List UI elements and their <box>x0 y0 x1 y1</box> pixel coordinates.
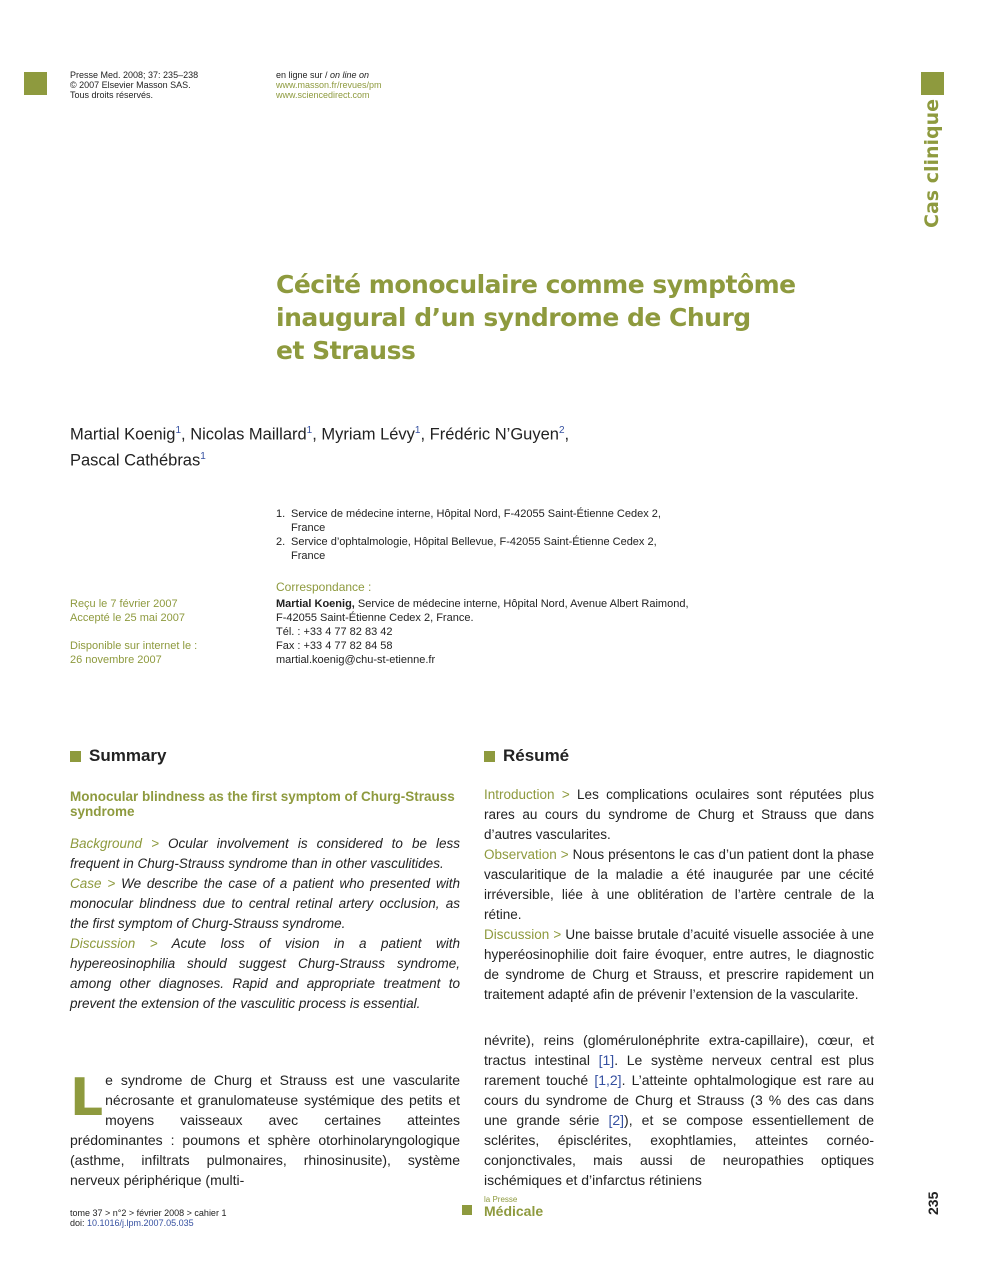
intro-text: Les complications oculaires sont réputées plus rares au cours du syndrome de Churg et Strauss que dans d’autres vascularites. <box>484 787 874 842</box>
logo-square <box>462 1205 472 1215</box>
body-right-text-3: . L’atteinte ophtalmologique est rare au cours du syndrome de Churg et Strauss (3 % des cas dans une grande série <box>484 1072 874 1128</box>
dates <box>70 597 197 667</box>
correspondence-address2: F-42055 Saint-Étienne Cedex 2, France. <box>276 612 474 624</box>
online-label-fr: en ligne sur / <box>276 70 331 80</box>
summary-body <box>70 834 460 1014</box>
reference-link[interactable]: [1,2] <box>594 1072 622 1088</box>
resume-heading <box>484 746 569 766</box>
title-line-1: Cécité monoculaire comme symptôme <box>276 270 796 299</box>
title-line-2: inaugural d’un syndrome de Churg <box>276 303 751 332</box>
observation-label: Observation > <box>484 847 573 862</box>
authors: Martial Koenig$^1$, Nicolas Maillard$^1$, Myriam Lévy$^1$, Frédéric N’Guyen$^2$, Pascal Cathébras$^1$ <box>70 425 570 469</box>
affiliation-1 <box>276 507 696 535</box>
section-tag: Cas clinique <box>921 98 943 228</box>
author-3-aff: 1 <box>414 425 421 436</box>
affiliation-line: Service d’ophtalmologie, Hôpital Bellevue, F-42055 Saint-Étienne Cedex 2, <box>291 536 657 548</box>
discussion-text-en: Acute loss of vision in a patient with hypereosinophilia should suggest Churg-Strauss syndrome, among other diagnoses. Rapid and appropriate treatment to prevent the extension of the vasculitic process is essential. <box>70 936 460 1011</box>
journal-reference <box>70 70 198 100</box>
case-label: Case > <box>70 876 122 891</box>
resume-body <box>484 785 874 1005</box>
affiliation-2 <box>276 535 696 563</box>
issue-info: tome 37 > n°2 > février 2008 > cahier 1 <box>70 1208 227 1218</box>
reference-link[interactable]: [1] <box>598 1052 615 1068</box>
heading-square <box>484 751 495 762</box>
author-5: Pascal Cathébras <box>70 451 201 469</box>
summary-heading-text: Summary <box>89 746 167 765</box>
observation-text: Nous présentons le cas d’un patient dont la phase vascularitique de la maladie a été inaugurée par une cécité irréversible, liée à une oblitération de l’artère centrale de la rétine. <box>484 847 875 922</box>
title-line-3: et Strauss <box>276 336 416 365</box>
online-links <box>276 70 382 100</box>
available-label: Disponible sur internet le : <box>70 640 198 652</box>
discussion-label-en: Discussion > <box>70 936 172 951</box>
correspondence-email[interactable]: martial.koenig@chu-st-etienne.fr <box>276 654 436 666</box>
body-right-column <box>484 1030 874 1190</box>
copyright: © 2007 Elsevier Masson SAS. <box>70 80 191 90</box>
author-3: Myriam Lévy <box>321 425 415 444</box>
heading-square <box>70 751 81 762</box>
body-left-text: e syndrome de Churg et Strauss est une vascularite nécrosante et granulomateuse systémique des petits et moyens vaisseaux avec certaines atteintes prédominantes : poumons et sphère otorhinolaryngologique (asthme, infiltrats pulmonaires, rhinosinusite), système nerveux périphérique (multi- <box>70 1072 460 1188</box>
doi-label: doi: <box>70 1218 88 1228</box>
correspondence-address1: Service de médecine interne, Hôpital Nord, Avenue Albert Raimond, <box>354 598 689 610</box>
accepted-date: Accepté le 25 mai 2007 <box>70 612 185 624</box>
url-masson[interactable]: www.masson.fr/revues/pm <box>276 80 382 90</box>
affiliations <box>276 507 696 563</box>
journal-logo <box>462 1196 543 1219</box>
reference-link[interactable]: [2] <box>608 1112 625 1128</box>
body-right-text-2: . Le système nerveux central est plus rarement touché <box>484 1052 874 1088</box>
affiliation-line: France <box>291 550 326 562</box>
logo-main: Médicale <box>484 1203 544 1219</box>
affiliation-line: Service de médecine interne, Hôpital Nord, F-42055 Saint-Étienne Cedex 2, <box>291 508 661 520</box>
doi-link[interactable]: 10.1016/j.lpm.2007.05.035 <box>87 1218 194 1228</box>
correspondence-fax: Fax : +33 4 77 82 84 58 <box>276 640 393 652</box>
author-2: Nicolas Maillard <box>190 425 307 444</box>
corner-square-left <box>24 72 47 95</box>
rights: Tous droits réservés. <box>70 90 154 100</box>
affiliation-num: 2. <box>276 536 286 548</box>
logo-top: la Presse <box>484 1195 518 1204</box>
correspondence-name: Martial Koenig, <box>276 598 355 610</box>
correspondence-heading: Correspondance : <box>276 580 372 594</box>
summary-subtitle: Monocular blindness as the first symptom of Churg-Strauss syndrome <box>70 789 455 819</box>
affiliation-num: 1. <box>276 508 286 520</box>
affiliation-line: France <box>291 522 326 534</box>
correspondence <box>276 580 716 667</box>
author-5-aff: 1 <box>200 450 206 462</box>
body-right-text-4: ), et se compose essentiellement de sclérites, épisclérites, exophtlamies, atteintes cornéo-conjonctivales, mais aussi de neuropathies optiques ischémiques et d’infarctus rétiniens <box>484 1112 874 1188</box>
correspondence-tel: Tél. : +33 4 77 82 83 42 <box>276 626 393 638</box>
summary-heading <box>70 746 166 766</box>
url-sciencedirect[interactable]: www.sciencedirect.com <box>276 90 370 100</box>
journal-ref: Presse Med. 2008; 37: 235–238 <box>70 70 199 80</box>
body-left-column <box>70 1042 460 1190</box>
page-number: 235 <box>925 1191 941 1215</box>
author-2-aff: 1 <box>306 425 313 436</box>
author-4-aff: 2 <box>558 425 565 436</box>
footer-issue <box>70 1208 226 1228</box>
received-date: Reçu le 7 février 2007 <box>70 598 178 610</box>
article-title <box>276 268 836 367</box>
author-4: Frédéric N’Guyen <box>429 425 559 444</box>
discussion-text-fr: Une baisse brutale d’acuité visuelle associée à une hyperéosinophilie doit faire évoquer, entre autres, le diagnostic de syndrome de Churg et Strauss, et prescrire rapidement un traitement adapté afin de prévenir l’extension de la vascularite. <box>484 927 874 1002</box>
intro-label: Introduction > <box>484 787 578 802</box>
available-date: 26 novembre 2007 <box>70 654 162 666</box>
online-label-en: on line on <box>330 70 370 80</box>
discussion-label-fr: Discussion > <box>484 927 566 942</box>
background-text: Ocular involvement is considered to be less frequent in Churg-Strauss syndrome than in other vasculitides. <box>70 836 460 871</box>
author-1-aff: 1 <box>175 425 182 436</box>
background-label: Background > <box>70 836 168 851</box>
resume-heading-text: Résumé <box>503 746 570 765</box>
body-right-text-1: névrite), reins (glomérulonéphrite extra-capillaire), cœur, et tractus intestinal <box>484 1032 874 1068</box>
dropcap: L <box>70 1068 104 1128</box>
corner-square-right <box>921 72 944 95</box>
author-1: Martial Koenig <box>70 425 176 444</box>
case-text: We describe the case of a patient who presented with monocular blindness due to central retinal artery occlusion, as the first symptom of Churg-Strauss syndrome. <box>70 876 460 931</box>
